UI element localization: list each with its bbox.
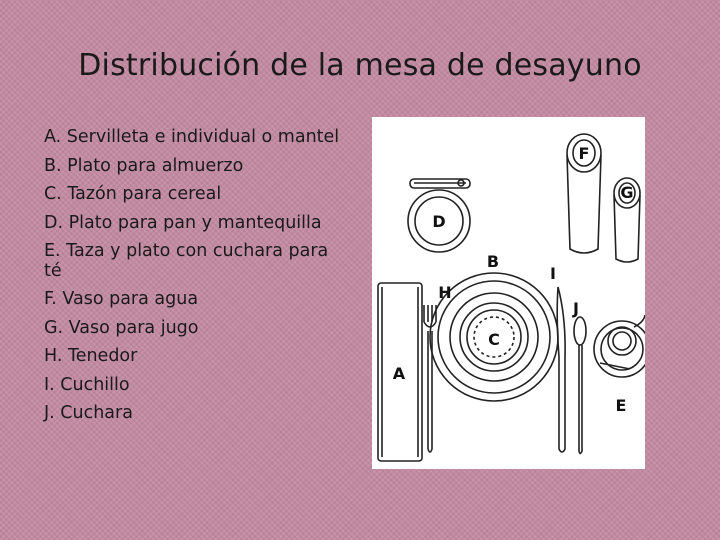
label-i: I [550, 264, 556, 283]
list-item-j: J. Cuchara [44, 403, 133, 423]
list-item-g: G. Vaso para jugo [44, 317, 199, 338]
knife-illustration [557, 287, 565, 452]
list-item-i: I. Cuchillo [44, 374, 130, 395]
cup-and-saucer-illustration [594, 315, 645, 377]
label-f: F [578, 144, 590, 163]
label-e: E [615, 396, 627, 415]
list-item-d: D. Plato para pan y mantequilla [44, 212, 322, 233]
label-a: A [392, 364, 406, 383]
label-g: G [620, 183, 634, 202]
list-item-e: E. Taza y plato con cuchara para té [44, 241, 329, 281]
place-setting-list [44, 128, 344, 433]
list-item-c: C. Tazón para cereal [44, 184, 222, 204]
list-item-h: H. Tenedor [44, 346, 138, 366]
label-c: C [488, 330, 500, 349]
label-j: J [573, 299, 579, 318]
slide-title: Distribución de la mesa de desayuno [78, 48, 642, 83]
list-item-f: F. Vaso para agua [44, 289, 199, 309]
list-item-a: A. Servilleta e individual o mantel [44, 127, 340, 147]
label-b: B [486, 252, 500, 271]
label-h: H [438, 283, 452, 302]
list-item-b: B. Plato para almuerzo [44, 155, 244, 176]
spoon-illustration [574, 317, 586, 454]
label-d: D [432, 212, 446, 231]
table-setting-diagram [372, 117, 645, 469]
